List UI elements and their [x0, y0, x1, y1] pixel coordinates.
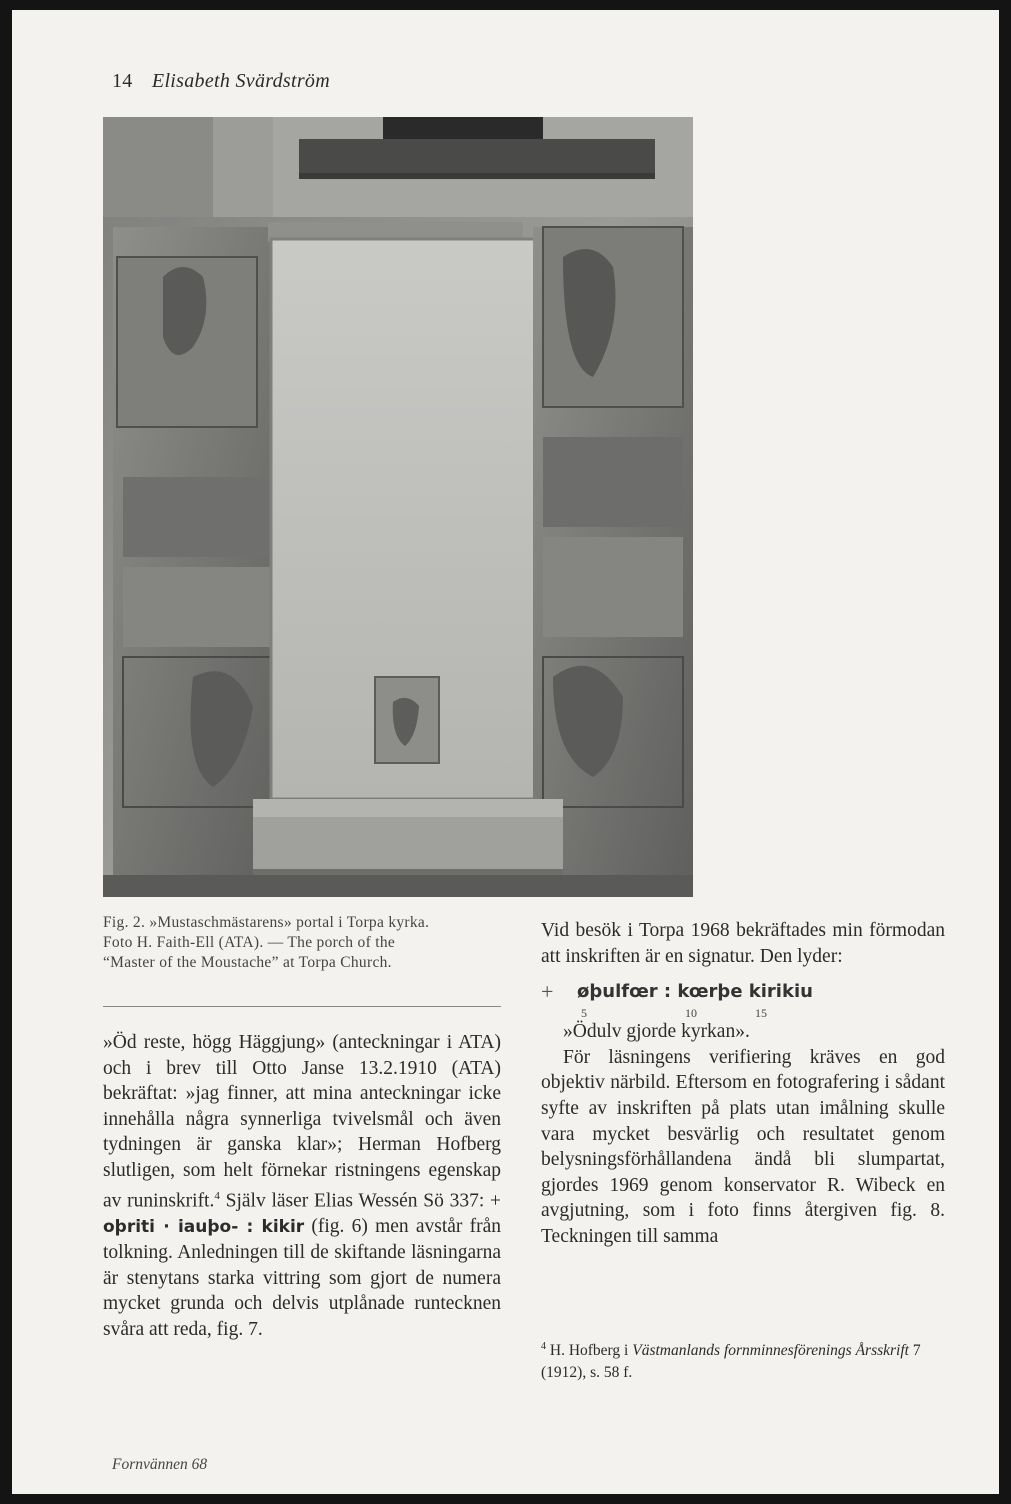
divider: [103, 1006, 501, 1007]
figure-photo: [103, 117, 693, 897]
body-text: Själv läser Elias Wessén Sö 337: +: [219, 1190, 501, 1212]
figure-caption: [103, 913, 501, 973]
caption-line: “Master of the Moustache” at Torpa Church.: [103, 954, 392, 971]
footnote-text: 7 (1912), s. 58 f.: [541, 1342, 921, 1382]
footnote-ref[interactable]: 4: [214, 1189, 220, 1202]
rune-number: 10: [685, 1006, 697, 1021]
body-text: (fig. 6) men avstår från tolkning. Anledningen till de skiftande läsningarna är stenytans starka vittring som gjort de numera mycket grunda och delvis utplånade runtecknen svåra att reda, fig. 7.: [103, 1215, 501, 1341]
left-paragraph: [103, 1030, 501, 1343]
author-name: Elisabeth Svärdström: [151, 70, 330, 92]
inscription-text: øþulfœr : kœrþe kirikiu: [577, 981, 813, 1003]
footnote: [541, 1336, 945, 1384]
right-column: [541, 918, 945, 1250]
rune-transliteration: oþriti · iauþo- : kikir: [103, 1216, 305, 1237]
left-column: [103, 1030, 501, 1343]
page-number: 14: [112, 70, 133, 92]
rune-number: 5: [581, 1006, 587, 1021]
rune-numbering: [581, 1001, 821, 1021]
body-text: »Öd reste, högg Häggjung» (anteckningar i ATA) och i brev till Otto Janse 13.2.1910 (ATA) bekräftat: »jag finner, att mina anteckningar icke innehålla några synnerliga tvivelsmål och även tydningen är ganska klar»; Herman Hofberg slutligen, som helt förnekar ristningens egenskap av runinskrift.: [103, 1032, 501, 1212]
footnote-text: H. Hofberg i: [546, 1342, 633, 1360]
right-intro: Vid besök i Torpa 1968 bekräftades min förmodan att inskriften är en signatur. Den lyder:: [541, 920, 945, 967]
running-header: [112, 70, 330, 93]
footnote-title: Västmanlands fornminnesförenings Årsskrift: [632, 1342, 909, 1360]
right-paragraph: För läsningens verifiering kräves en god objektiv närbild. Eftersom en fotografering i sådant syfte av inskriften på plats utan imålning skulle vara mycket besvärlig och resultatet genom belysningsförhållandena ändå bli slumpartat, gjordes 1969 genom konservator R. Wibeck en avgjutning, som i foto finns återgiven fig. 8. Teckningen till samma: [541, 1046, 945, 1247]
caption-line: Foto H. Faith-Ell (ATA). — The porch of the: [103, 934, 396, 951]
inscription-line: [541, 979, 945, 1019]
journal-footer: Fornvännen 68: [112, 1456, 208, 1473]
translation: »Ödulv gjorde kyrkan».: [563, 1021, 750, 1043]
rune-number: 15: [755, 1006, 767, 1021]
caption-line: Fig. 2. »Mustaschmästarens» portal i Torpa kyrka.: [103, 914, 430, 931]
page: [12, 10, 999, 1494]
cross-symbol: +: [541, 979, 554, 1005]
footnote-marker: 4: [541, 1341, 546, 1352]
